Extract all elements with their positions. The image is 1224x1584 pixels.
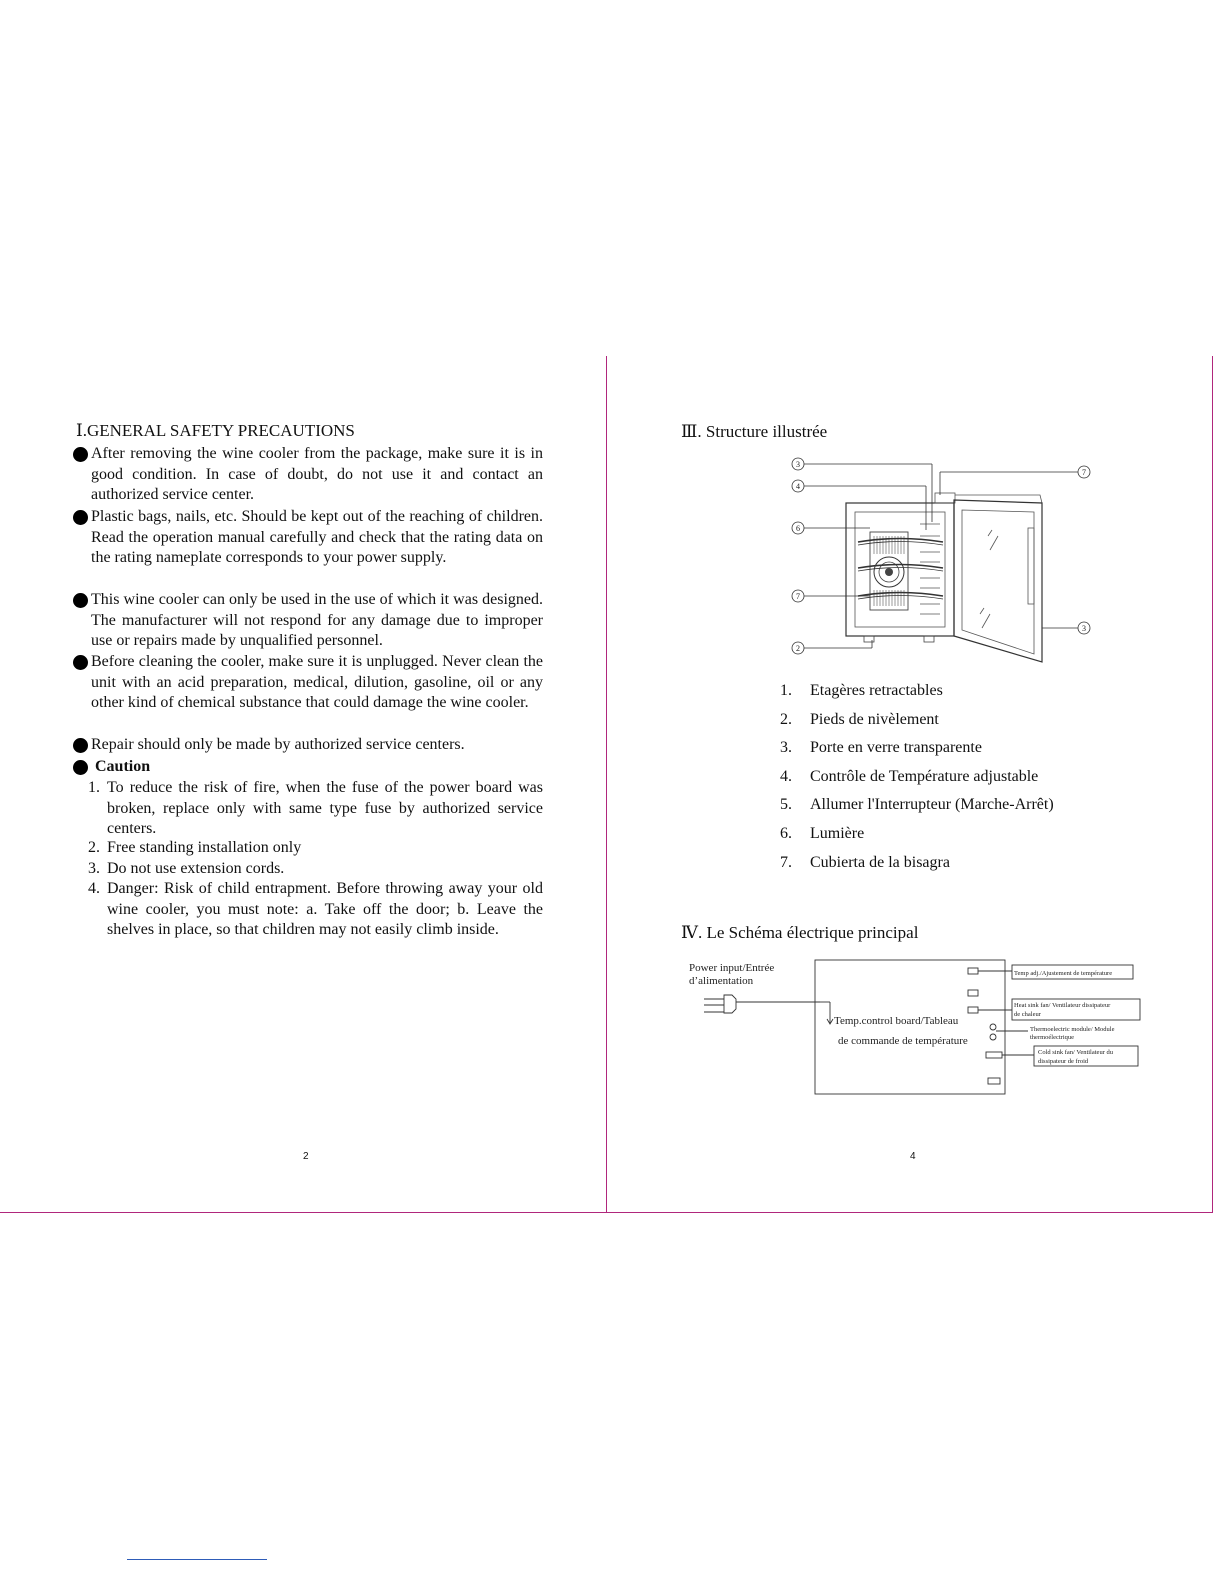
bullet-icon [73, 447, 88, 462]
page-number-right: 4 [910, 1151, 916, 1162]
caution-item: 4. Danger: Risk of child entrapment. Before throwing away your old wine cooler, you must note: a. Take off the door; b. Leave the shelves in place, so that children may not easily climb inside. [88, 880, 543, 939]
caution-heading: Caution [72, 757, 543, 778]
board-label-1: Temp.control board/Tableau [834, 1015, 959, 1027]
callout-3-door: 3 [1082, 624, 1086, 633]
schema-section-title: Ⅳ. Le Schéma électrique principal [681, 923, 919, 942]
legend-item: 6. Lumière [780, 825, 865, 842]
callout-7: 7 [796, 592, 800, 601]
left-page-border-right [606, 356, 607, 1213]
legend-item: 2. Pieds de nivèlement [780, 711, 939, 728]
bottom-link-underline [127, 1559, 267, 1560]
structure-section-title: Ⅲ. Structure illustrée [681, 422, 828, 441]
right-page-border-right [1212, 356, 1213, 1213]
cold-sink-label-1: Cold sink fan/ Ventilateur du [1038, 1049, 1113, 1056]
power-input-label-2: d’alimentation [689, 975, 754, 987]
safety-bullet: After removing the wine cooler from the package, make sure it is in good condition. In case of doubt, do not use it and contact an authorized service center. [72, 444, 543, 506]
safety-bullet: Before cleaning the cooler, make sure it is unplugged. Never clean the unit with an acid preparation, medical, dilution, gasoline, oil or any other kind of chemical substance that could damage the wine cooler. [72, 652, 543, 714]
safety-bullet: Repair should only be made by authorized service centers. [72, 735, 543, 756]
bullet-icon [73, 655, 88, 670]
caution-item: 1. To reduce the risk of fire, when the fuse of the power board was broken, replace only with same type fuse by authorized service centers. [88, 779, 543, 838]
safety-bullet: Plastic bags, nails, etc. Should be kept out of the reaching of children. Read the operation manual carefully and check that the rating data on the rating nameplate corresponds to your power supply. [72, 507, 543, 569]
heat-sink-label-1: Heat sink fan/ Ventilateur dissipateur [1014, 1002, 1111, 1009]
callout-2: 2 [796, 644, 800, 653]
page-number-left: 2 [303, 1151, 309, 1162]
legend-item: 5. Allumer l'Interrupteur (Marche-Arrêt) [780, 796, 1054, 813]
safety-bullet: This wine cooler can only be used in the use of which it was designed. The manufacturer will not respond for any damage due to improper use or repairs made by unqualified personnel. [72, 590, 543, 652]
wine-cooler-diagram [780, 450, 1100, 665]
legend-item: 3. Porte en verre transparente [780, 739, 982, 756]
temp-adj-label: Temp adj./Ajustement de température [1014, 970, 1113, 977]
safety-section-title: Ⅰ.GENERAL SAFETY PRECAUTIONS [76, 421, 355, 440]
caution-item: 2. Free standing installation only [88, 839, 302, 856]
bullet-icon [73, 738, 88, 753]
thermo-label-2: thermoélectrique [1030, 1034, 1075, 1041]
power-input-label-1: Power input/Entrée [689, 962, 775, 974]
wiring-diagram [680, 955, 1150, 1100]
callout-6: 6 [796, 524, 800, 533]
bullet-icon [73, 510, 88, 525]
bullet-icon [73, 760, 88, 775]
board-label-2: de commande de température [838, 1035, 968, 1047]
callout-7-hinge: 7 [1082, 468, 1086, 477]
callout-4: 4 [796, 482, 800, 491]
thermo-label-1: Thermoelectric module/ Module [1030, 1026, 1115, 1033]
caution-item: 3. Do not use extension cords. [88, 860, 285, 877]
legend-item: 4. Contrôle de Température adjustable [780, 768, 1039, 785]
legend-item: 7. Cubierta de la bisagra [780, 854, 950, 871]
bullet-icon [73, 593, 88, 608]
legend-item: 1. Etagères retractables [780, 682, 943, 699]
cold-sink-label-2: dissipateur de froid [1038, 1058, 1089, 1065]
callout-3: 3 [796, 460, 800, 469]
heat-sink-label-2: de chaleur [1014, 1011, 1041, 1018]
page-border-bottom [0, 1212, 1213, 1213]
